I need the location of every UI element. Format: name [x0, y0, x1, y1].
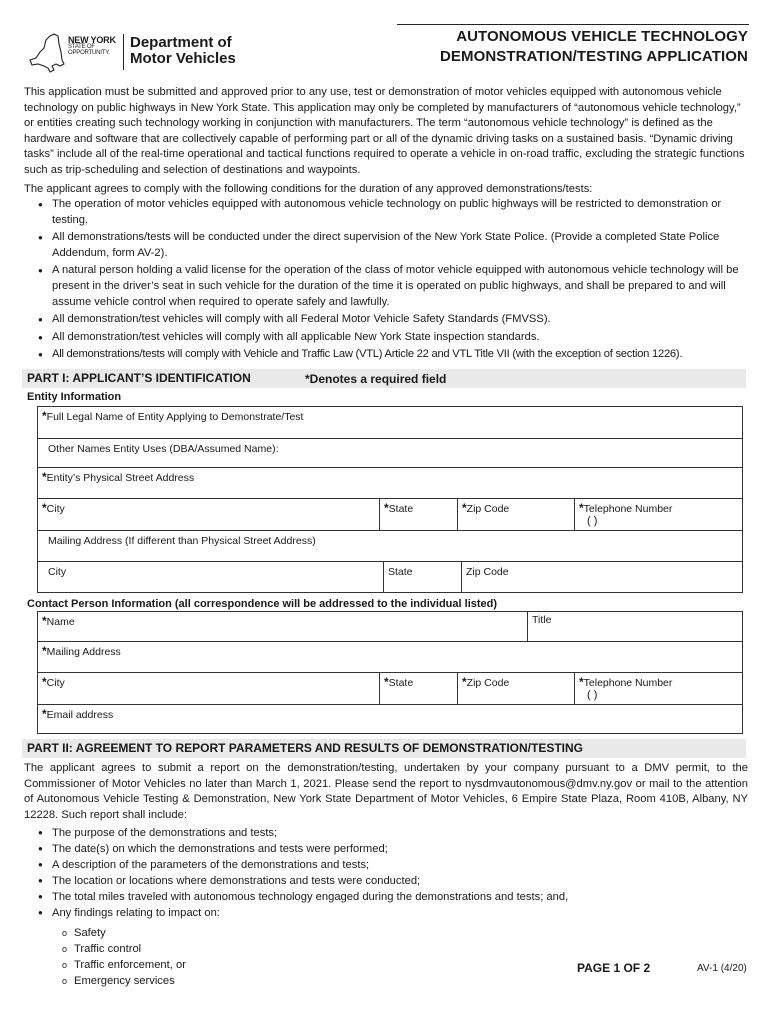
row-contact-email: [38, 705, 742, 733]
intro-paragraph: This application must be submitted and approved prior to any use, test or demonstration of motor vehicles equipped with autonomous vehicle technology on public highways in New York State. This application may only be completed by manufacturers of “autonomous vehicle technology,” or entities creating such technology working in conjunction with manufacturers. The term “autonomous vehicle technology” is defined as the hardware and software that are collectively capable of performing part or all of the dynamic driving tasks on a sustained basis. “Dynamic driving tasks” include all of the real-time operational and tactical functions required to operate a vehicle in on-road traffic, excluding the strategic functions such as trip-scheduling and selection of destinations and waypoints.: [24, 86, 745, 176]
row-physical-address: [38, 468, 742, 499]
contact-title-field[interactable]: Title: [527, 612, 742, 641]
page-number: PAGE 1 OF 2: [577, 961, 651, 975]
legal-name-field[interactable]: *Full Legal Name of Entity Applying to Demonstrate/Test: [42, 409, 304, 423]
dept-name: Department of Motor Vehicles: [130, 34, 236, 67]
row-other-names: [38, 439, 742, 468]
row-mailing-alt: [38, 531, 742, 562]
sub-list-item: o Traffic control: [62, 941, 186, 957]
state-field[interactable]: *State: [379, 499, 457, 530]
row-contact-name: [38, 612, 742, 642]
logo-divider: [123, 34, 124, 70]
row-mailing-city: [38, 562, 742, 592]
contact-mailing-field[interactable]: *Mailing Address: [42, 644, 121, 658]
list-item: ● Any findings relating to impact on:: [38, 905, 738, 921]
contact-telephone-field[interactable]: *Telephone Number ( ): [574, 673, 742, 704]
entity-info-form: [37, 406, 743, 593]
list-item: ● All demonstrations/tests will comply with Vehicle and Traffic Law (VTL) Article 22 and VTL Title VII (with the exception of section 1226).: [38, 347, 750, 363]
mailing-zip-field[interactable]: Zip Code: [461, 562, 742, 592]
mailing-city-field[interactable]: City: [48, 566, 67, 578]
entity-info-label: Entity Information: [27, 391, 122, 403]
contact-state-field[interactable]: *State: [379, 673, 457, 704]
contact-zip-field[interactable]: *Zip Code: [457, 673, 574, 704]
row-city-state: [38, 499, 742, 531]
list-item: ● The location or locations where demonstrations and tests were conducted;: [38, 873, 738, 889]
new-york-state-map-icon: [26, 30, 66, 74]
sub-list-item: o Traffic enforcement, or: [62, 957, 186, 973]
list-item: ● All demonstration/test vehicles will comply with all Federal Motor Vehicle Safety Standards (FMVSS).: [38, 312, 750, 328]
other-names-field[interactable]: Other Names Entity Uses (DBA/Assumed Name):: [48, 443, 279, 455]
form-id: AV-1 (4/20): [697, 963, 747, 974]
page-header: [0, 0, 770, 80]
list-item: ● The purpose of the demonstrations and tests;: [38, 825, 738, 841]
list-item: ● The date(s) on which the demonstrations and tests were performed;: [38, 841, 738, 857]
contact-name-field[interactable]: *Name: [42, 614, 75, 628]
contact-info-form: [37, 611, 743, 734]
report-paragraph: The applicant agrees to submit a report on the demonstration/testing, undertaken by your company pursuant to a DMV permit, to the Commissioner of Motor Vehicles no later than March 1, 2021. Please send the report to nysdmvautonomous@dmv.ny.gov or mail to the attention of Autonomous Vehicle Testing & Demonstration, New York State Department of Motor Vehicles, 6 Empire State Plaza, Room 410B, Albany, NY 12228. Such report shall include:: [24, 762, 748, 821]
row-contact-mailing: [38, 642, 742, 673]
contact-city-field[interactable]: *City: [42, 675, 65, 689]
required-note: *Denotes a required field: [305, 372, 447, 386]
title-rule: [397, 24, 749, 25]
part1-header: PART I: APPLICANT’S IDENTIFICATION: [22, 369, 746, 388]
conditions-intro: The applicant agrees to comply with the following conditions for the duration of any approved demonstrations/tests:: [24, 183, 593, 195]
zip-field[interactable]: *Zip Code: [457, 499, 574, 530]
document-title: AUTONOMOUS VEHICLE TECHNOLOGY DEMONSTRATION/TESTING APPLICATION: [439, 28, 748, 65]
physical-address-field[interactable]: *Entity’s Physical Street Address: [42, 470, 195, 484]
list-item: ● All demonstrations/tests will be conducted under the direct supervision of the New York State Police. (Provide a completed State Police Addendum, form AV-2).: [38, 230, 750, 261]
list-item: ● The operation of motor vehicles equipped with autonomous vehicle technology on public highways will be restricted to demonstration or testing.: [38, 197, 750, 228]
list-item: ● A natural person holding a valid license for the operation of the class of motor vehicle equipped with autonomous vehicle technology will be present in the driver’s seat in such vehicle for the duration of the time it is operated on public highways, and shall be prepared to and will assume vehicle control when required to operate safely and lawfully.: [38, 263, 750, 310]
sub-list-item: o Safety: [62, 925, 186, 941]
contact-info-label: Contact Person Information (all correspondence will be addressed to the individual listed): [27, 598, 498, 610]
contact-email-field[interactable]: *Email address: [42, 707, 114, 721]
mailing-state-field[interactable]: State: [383, 562, 461, 592]
list-item: ● A description of the parameters of the demonstrations and tests;: [38, 857, 738, 873]
logo-wordmark: NEW YORK STATE OF OPPORTUNITY.: [68, 35, 116, 56]
nys-dmv-logo: [26, 30, 256, 76]
sub-list-item: o Emergency services: [62, 973, 186, 989]
row-legal-name: [38, 407, 742, 439]
telephone-field[interactable]: *Telephone Number ( ): [574, 499, 742, 530]
city-field[interactable]: *City: [42, 501, 65, 515]
conditions-list: [38, 197, 750, 365]
row-contact-city: [38, 673, 742, 705]
part2-header: PART II: AGREEMENT TO REPORT PARAMETERS AND RESULTS OF DEMONSTRATION/TESTING: [22, 739, 746, 758]
mailing-address-alt-field[interactable]: Mailing Address (If different than Physical Street Address): [48, 535, 316, 547]
report-items-list: [38, 825, 738, 921]
impact-sub-list: [62, 925, 186, 989]
list-item: ● All demonstration/test vehicles will comply with all applicable New York State inspection standards.: [38, 330, 750, 346]
list-item: ● The total miles traveled with autonomous technology engaged during the demonstrations and tests; and,: [38, 889, 738, 905]
